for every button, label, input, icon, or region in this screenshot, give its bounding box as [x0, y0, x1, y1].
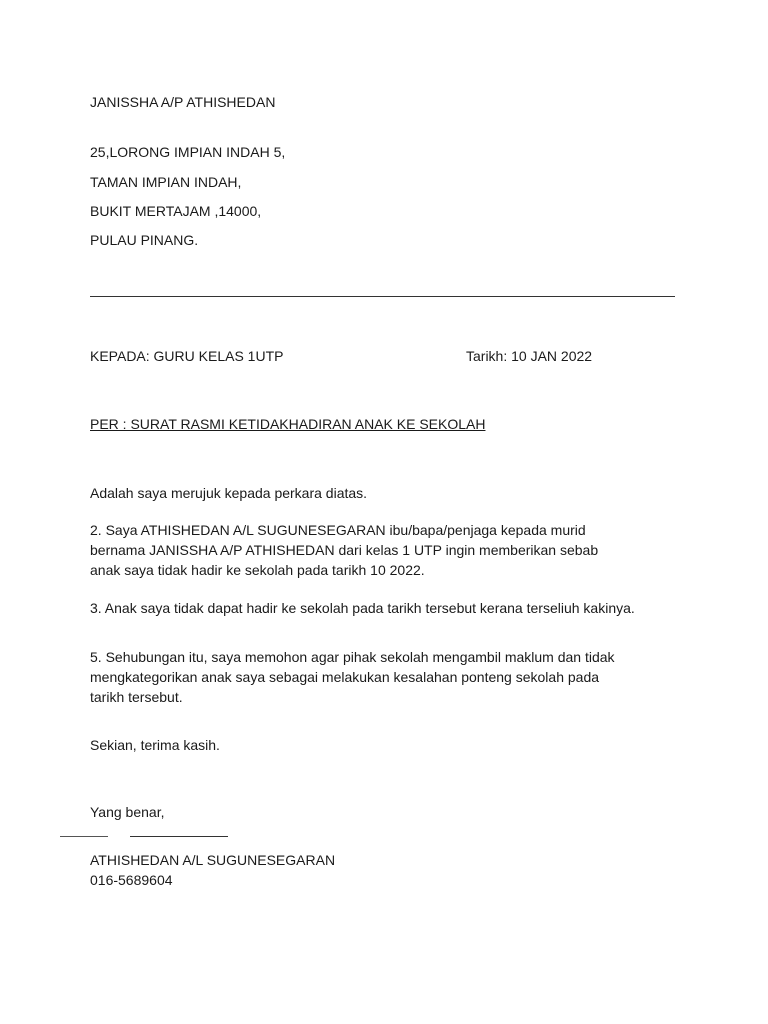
paragraph-5-line: tarikh tersebut. — [90, 689, 183, 705]
opening-paragraph: Adalah saya merujuk kepada perkara diatas. — [90, 485, 368, 501]
signature-line — [130, 836, 228, 837]
closing: Sekian, terima kasih. — [90, 737, 220, 753]
paragraph-5-line: mengkategorikan anak saya sebagai melakukan kesalahan ponteng sekolah pada — [90, 669, 600, 685]
paragraph-2 — [90, 520, 690, 580]
signature-line — [60, 836, 108, 837]
header-divider — [90, 296, 675, 297]
recipient: KEPADA: GURU KELAS 1UTP — [90, 348, 284, 364]
paragraph-5-line: 5. Sehubungan itu, saya memohon agar pihak sekolah mengambil maklum dan tidak — [90, 649, 615, 665]
paragraph-2-line: anak saya tidak hadir ke sekolah pada tarikh 10 2022. — [90, 562, 425, 578]
salutation: Yang benar, — [90, 804, 165, 820]
signer-name: ATHISHEDAN A/L SUGUNESEGARAN — [90, 852, 336, 868]
paragraph-2-line: bernama JANISSHA A/P ATHISHEDAN dari kelas 1 UTP ingin memberikan sebab — [90, 542, 599, 558]
paragraph-2-line: 2. Saya ATHISHEDAN A/L SUGUNESEGARAN ibu/bapa/penjaga kepada murid — [90, 522, 586, 538]
sender-name: JANISSHA A/P ATHISHEDAN — [90, 94, 276, 110]
address-line-4: PULAU PINANG. — [90, 232, 199, 248]
subject: PER : SURAT RASMI KETIDAKHADIRAN ANAK KE SEKOLAH — [90, 416, 486, 432]
letter-date: Tarikh: 10 JAN 2022 — [466, 348, 593, 364]
address-line-3: BUKIT MERTAJAM ,14000, — [90, 203, 262, 219]
address-line-2: TAMAN IMPIAN INDAH, — [90, 174, 242, 190]
paragraph-3: 3. Anak saya tidak dapat hadir ke sekolah pada tarikh tersebut kerana terseliuh kakinya. — [90, 600, 635, 616]
signer-phone: 016-5689604 — [90, 872, 173, 888]
address-line-1: 25,LORONG IMPIAN INDAH 5, — [90, 144, 286, 160]
paragraph-5 — [90, 647, 690, 707]
